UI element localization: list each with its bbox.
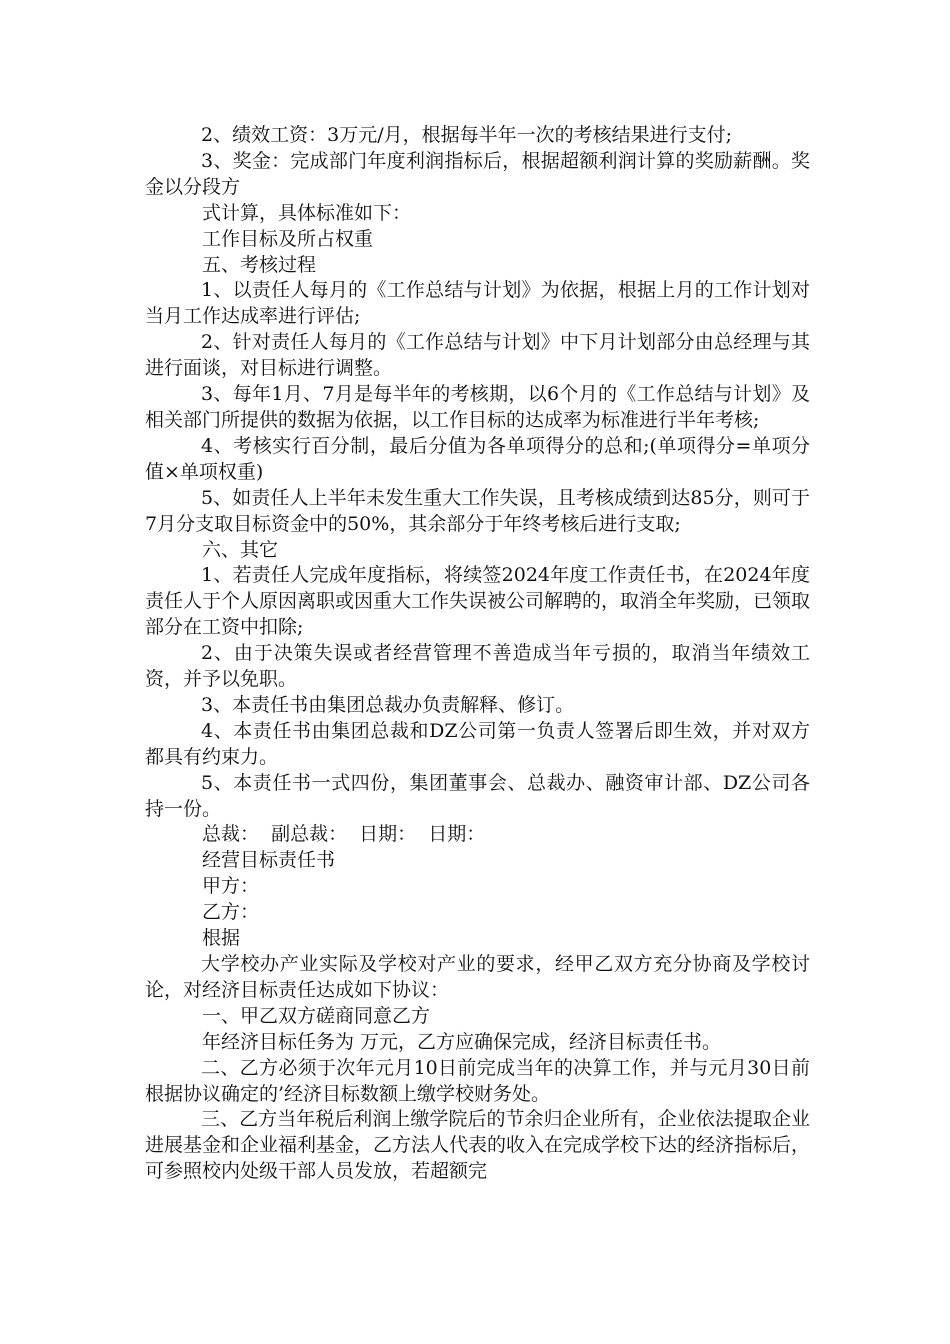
paragraph: 5、如责任人上半年未发生重大工作失误，且考核成绩到达85分，则可于7月分支取目标资金中的50%，其余部分于年终考核后进行支取; [145, 486, 810, 535]
section-heading: 五、考核过程 [202, 253, 317, 276]
paragraph: 1、以责任人每月的《工作总结与计划》为依据，根据上月的工作计划对当月工作达成率进行评估; [145, 279, 810, 328]
section-heading: 六、其它 [202, 538, 279, 561]
party-b-label: 乙方： [202, 901, 260, 924]
party-a-label: 甲方： [202, 875, 260, 898]
paragraph: 5、本责任书一式四份，集团董事会、总裁办、融资审计部、DZ公司各持一份。 [145, 771, 810, 820]
paragraph: 1、若责任人完成年度指标，将续签2024年度工作责任书，在2024年度责任人于个人原因离职或因重大工作失误被公司解聘的，取消全年奖励，已领取部分在工资中扣除; [145, 564, 811, 639]
paragraph: 3、奖金：完成部门年度利润指标后，根据超额利润计算的奖励薪酬。奖金以分段方 [145, 149, 810, 198]
paragraph: 二、乙方必须于次年元月10日前完成当年的决算工作，并与元月30日前根据协议确定的’经济目标数额上缴学校财务处。 [145, 1056, 810, 1105]
document-text [145, 123, 810, 1185]
paragraph: 4、考核实行百分制，最后分值为各单项得分的总和;(单项得分=单项分值×单项权重) [145, 434, 810, 483]
paragraph: 工作目标及所占权重 [202, 227, 374, 250]
paragraph: 一、甲乙双方磋商同意乙方 [202, 1004, 431, 1027]
paragraph: 2、绩效工资：3万元/月，根据每半年一次的考核结果进行支付; [201, 124, 733, 146]
signature-line: 总裁： 副总裁： 日期： 日期： [202, 823, 486, 846]
paragraph: 3、本责任书由集团总裁办负责解释、修订。 [201, 693, 575, 716]
paragraph: 3、每年1月、7月是每半年的考核期，以6个月的《工作总结与计划》及相关部门所提供的数据为依据，以工作目标的达成率为标准进行半年考核; [145, 383, 810, 431]
paragraph: 年经济目标任务为 万元，乙方应确保完成，经济目标责任书。 [202, 1030, 722, 1053]
paragraph: 三、乙方当年税后利润上缴学院后的节余归企业所有，企业依法提取企业进展基金和企业福利基金，乙方法人代表的收入在完成学校下达的经济指标后，可参照校内处级干部人员发放，若超额完 [145, 1108, 811, 1183]
paragraph: 根据 [202, 927, 241, 950]
paragraph: 4、本责任书由集团总裁和DZ公司第一负责人签署后即生效，并对双方都具有约束力。 [145, 719, 810, 768]
paragraph: 大学校办产业实际及学校对产业的要求，经甲乙双方充分协商及学校讨论，对经济目标责任达成如下协议： [145, 953, 810, 1001]
document-title: 经营目标责任书 [202, 849, 336, 872]
paragraph: 2、由于决策失误或者经营管理不善造成当年亏损的，取消当年绩效工资，并予以免职。 [145, 642, 810, 691]
paragraph: 2、针对责任人每月的《工作总结与计划》中下月计划部分由总经理与其进行面谈，对目标进行调整。 [145, 331, 810, 380]
paragraph: 式计算，具体标准如下： [202, 201, 412, 224]
